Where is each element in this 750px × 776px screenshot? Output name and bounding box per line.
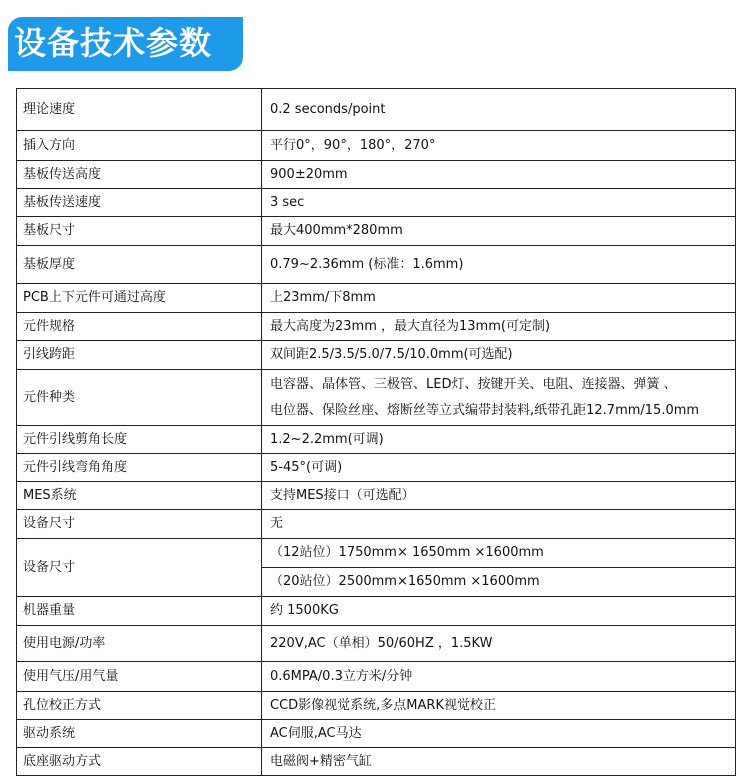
table-row	[17, 189, 736, 217]
spec-value: 0.2 seconds/point	[262, 89, 736, 131]
spec-label: 使用电源/功率	[17, 626, 262, 662]
spec-value: 1.2~2.2mm(可调)	[262, 426, 736, 454]
spec-label: 驱动系统	[17, 720, 262, 748]
spec-value: （20站位）2500mm×1650mm ×1600mm	[262, 568, 736, 597]
spec-value: 0.79~2.36mm (标准：1.6mm)	[262, 246, 736, 284]
spec-value: 电磁阀+精密气缸	[262, 748, 736, 776]
table-row	[17, 454, 736, 482]
table-row	[17, 284, 736, 313]
page-title: 设备技术参数	[14, 24, 213, 62]
spec-label: 基板传送速度	[17, 189, 262, 217]
spec-label: 基板尺寸	[17, 217, 262, 246]
spec-label: 插入方向	[17, 131, 262, 161]
spec-label: PCB上下元件可通过高度	[17, 284, 262, 313]
table-row	[17, 482, 736, 510]
spec-value: 支持MES接口（可选配）	[262, 482, 736, 510]
table-row	[17, 313, 736, 341]
table-row	[17, 662, 736, 692]
spec-value-line: 电位器、保险丝座、熔断丝等立式编带封装料,纸带孔距12.7mm/15.0mm	[270, 402, 700, 418]
spec-value: 0.6MPA/0.3立方米/分钟	[262, 662, 736, 692]
spec-label: 使用气压/用气量	[17, 662, 262, 692]
spec-label: 元件种类	[17, 370, 262, 426]
table-row	[17, 217, 736, 246]
spec-label: 孔位校正方式	[17, 692, 262, 720]
spec-value: 上23mm/下8mm	[262, 284, 736, 313]
spec-label: 机器重量	[17, 597, 262, 626]
spec-value: CCD影像视觉系统,多点MARK视觉校正	[262, 692, 736, 720]
table-row	[17, 510, 736, 539]
table-row	[17, 370, 736, 426]
spec-label: 设备尺寸	[17, 510, 262, 539]
table-row	[17, 246, 736, 284]
spec-label: MES系统	[17, 482, 262, 510]
spec-value: 220V,AC（单相）50/60HZ ，1.5KW	[262, 626, 736, 662]
spec-value: （12站位）1750mm× 1650mm ×1600mm	[262, 539, 736, 568]
spec-label: 基板厚度	[17, 246, 262, 284]
spec-value: 无	[262, 510, 736, 539]
spec-label: 元件引线弯角角度	[17, 454, 262, 482]
table-row	[17, 161, 736, 189]
table-row	[17, 692, 736, 720]
table-row	[17, 597, 736, 626]
table-row	[17, 720, 736, 748]
spec-label: 理论速度	[17, 89, 262, 131]
spec-label: 设备尺寸	[17, 539, 262, 597]
spec-label: 基板传送高度	[17, 161, 262, 189]
spec-value: 最大高度为23mm ，最大直径为13mm(可定制)	[262, 313, 736, 341]
spec-label: 引线跨距	[17, 341, 262, 370]
table-row	[17, 426, 736, 454]
spec-label: 元件引线剪角长度	[17, 426, 262, 454]
table-row	[17, 748, 736, 776]
spec-value: 900±20mm	[262, 161, 736, 189]
spec-value: 5-45°(可调)	[262, 454, 736, 482]
spec-value: 3 sec	[262, 189, 736, 217]
spec-table	[16, 88, 736, 776]
table-row	[17, 341, 736, 370]
spec-value: AC伺服,AC马达	[262, 720, 736, 748]
table-row	[17, 539, 736, 568]
spec-value-line: 电容器、晶体管、三极管、LED灯、按键开关、电阻、连接器、弹簧 、	[270, 376, 677, 392]
spec-value: 双间距2.5/3.5/5.0/7.5/10.0mm(可选配)	[262, 341, 736, 370]
spec-value: 平行0°，90°，180°，270°	[262, 131, 736, 161]
table-row	[17, 89, 736, 131]
spec-value: 约 1500KG	[262, 597, 736, 626]
table-row	[17, 131, 736, 161]
spec-value	[262, 370, 736, 426]
table-row	[17, 626, 736, 662]
spec-label: 底座驱动方式	[17, 748, 262, 776]
spec-label: 元件规格	[17, 313, 262, 341]
spec-value: 最大400mm*280mm	[262, 217, 736, 246]
